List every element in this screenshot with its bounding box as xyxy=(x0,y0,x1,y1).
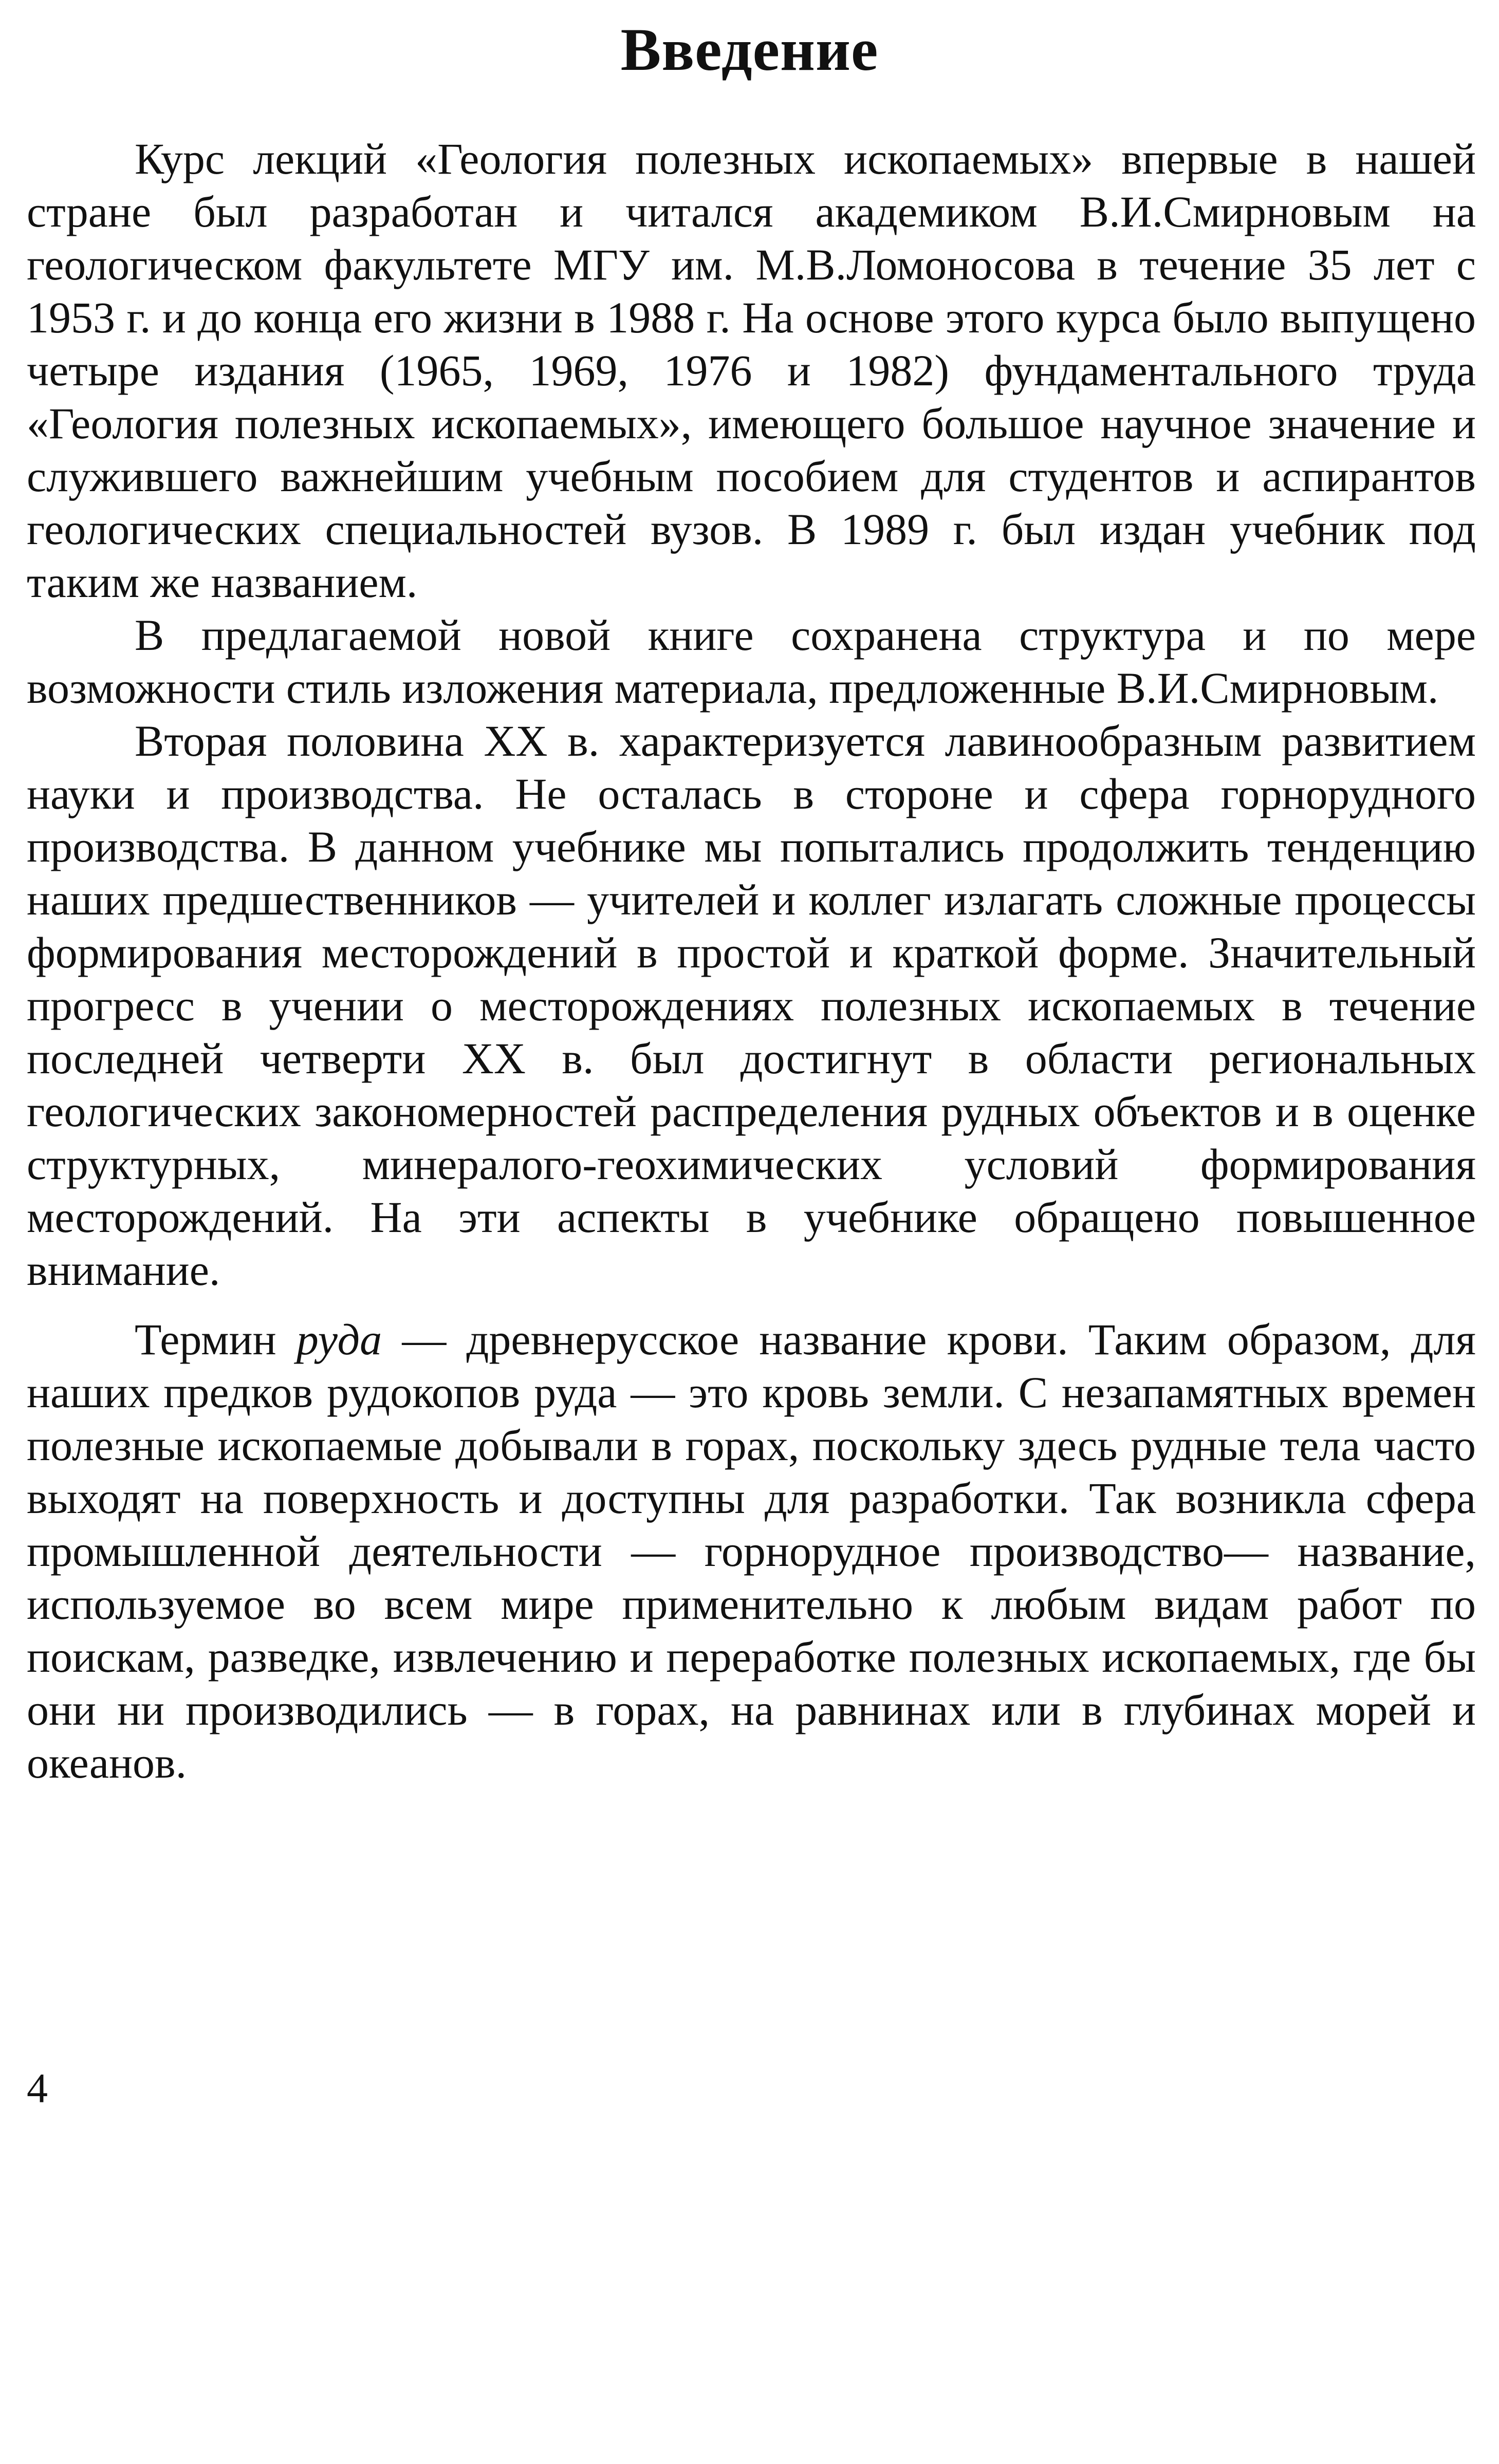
page-body xyxy=(27,133,1476,1789)
paragraph-term-ruda-before: Термин xyxy=(135,1315,297,1364)
paragraph-course-history: Курс лекций «Геология полезных ископаемых» впервые в нашей стране был разработан и читался академиком В.И.Смирновым на геологическом факультете МГУ им. М.В.Ломоносова в течение 35 лет с 1953 г. и до конца его жизни в 1988 г. На основе этого курса было выпущено четыре издания (1965, 1969, 1976 и 1982) фундаментального труда «Геология полезных ископаемых», имеющего большое научное значение и служившего важнейшим учебным пособием для студентов и аспирантов геологических специальностей вузов. В 1989 г. был издан учебник под таким же названием. xyxy=(27,134,1476,607)
paragraph-term-ruda xyxy=(27,1313,1476,1789)
term-ruda: руда xyxy=(296,1315,382,1364)
paragraph-science-progress: Вторая половина XX в. характеризуется лавинообразным развитием науки и производства. Не осталась в стороне и сфера горнорудного производства. В данном учебнике мы попытались продолжить тенденцию наших предшественников — учителей и коллег излагать сложные процессы формирования месторождений в простой и краткой форме. Значительный прогресс в учении о месторождениях полезных ископаемых в течение последней четверти XX в. был достигнут в области региональных геологических закономерностей распределения рудных объектов и в оценке структурных, минералого-геохимических условий формирования месторождений. На эти аспекты в учебнике обращено повышенное внимание. xyxy=(27,716,1476,1295)
paragraph-term-ruda-after: — древнерусское название крови. Таким образом, для наших предков рудокопов руда — это кровь земли. С незапамятных времен полезные ископаемые добывали в горах, поскольку здесь рудные тела часто выходят на поверхность и доступны для разработки. Так возникла сфера промышленной деятельности — горнорудное производство— название, используемое во всем мире применительно к любым видам работ по поискам, разведке, извлечению и переработке полезных ископаемых, где бы они ни производились — в горах, на равнинах или в глубинах морей и океанов. xyxy=(27,1315,1476,1787)
page-number: 4 xyxy=(27,2065,48,2112)
paragraph-book-structure: В предлагаемой новой книге сохранена структура и по мере возможности стиль изложения материала, предложенные В.И.Смирновым. xyxy=(27,610,1476,713)
page-title: Введение xyxy=(620,16,879,83)
